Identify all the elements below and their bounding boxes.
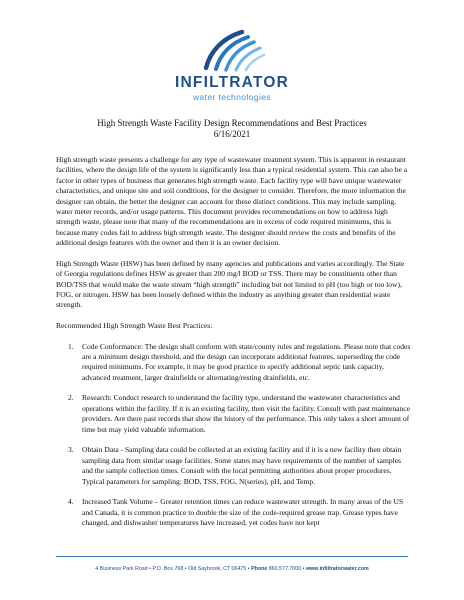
intro-paragraph: High strength waste presents a challenge for any type of wastewater treatment system. This is apparent in restaurant facilities, where the design life of the system is significantly less than a typical residential system. This can also be a factor in other types of business that generates high strength waste. Each facility type will have unique wastewater characteristics, and unique site and soil conditions, for the designer to consider. Therefore, the more information the designer can obtain, the better the designer can account for these distinct conditions. This may include sampling, water meter records, and/or usage patterns. This document provides recommendations on how to address high strength waste, please note that many of the recommendations are in excess of code required minimums, this is because many codes fail to address high strength waste. The designer should review the costs and benefits of the additional design features with the owner and then it is an owner decision.	[56, 155, 408, 248]
document-title: High Strength Waste Facility Design Recommendations and Best Practices	[97, 118, 367, 128]
document-body	[56, 155, 412, 539]
list-item	[56, 445, 412, 487]
list-item-text: Research: Conduct research to understand the facility type, understand the wastewater characteristics and operations within the facility. If it is an existing facility, then visit the facility. Consult with past maintenance providers. Are there past records that show the history of the performance. This only takes a short amount of time but may yield valuable information.	[82, 393, 411, 434]
document-date: 6/16/2021	[213, 129, 251, 139]
practices-list	[56, 342, 412, 529]
brand-tagline: water technologies	[192, 92, 272, 102]
infiltrator-logo-icon	[196, 28, 268, 72]
footer-website-link[interactable]: www.infiltratorwater.com	[305, 566, 369, 572]
list-item	[56, 342, 412, 384]
list-number: 2.	[68, 393, 74, 403]
footer-divider	[56, 556, 408, 557]
footer	[0, 566, 464, 572]
list-item	[56, 393, 412, 435]
list-item-text: Increased Tank Volume – Greater retention times can reduce wastewater strength. In many areas of the US and Canada, it is common practice to double the size of the code-required grease trap. Grease types have changed, and dishwasher temperatures have increased, yet codes have not kept	[82, 497, 404, 527]
list-item-text: Code Conformance: The design shall conform with state/county rules and regulations. Please note that codes are a minimum design threshold, and the design can incorporate additional features, superseding the code required minimums. For example, it may be good practice to specify additional septic tank capacity, advanced treatment, larger drainfields or alternating/resting drainfields, etc.	[82, 341, 411, 382]
footer-phone-label: Phone	[251, 566, 268, 572]
list-number: 3.	[68, 445, 74, 455]
definition-paragraph: High Strength Waste (HSW) has been defined by many agencies and publications and varies accordingly. The State of Georgia regulations defines HSW as greater than 200 mg/l BOD or TSS. There may be constituents other than BOD/TSS that would make the waste stream “high strength” including but not limited to pH (too high or too low), FOG, or nitrogen. HSW has been loosely defined within the industry as anything greater than residential waste strength.	[56, 258, 405, 310]
list-number: 1.	[68, 341, 74, 351]
footer-phone: 860.577.7000 •	[267, 566, 306, 572]
footer-address: 4 Business Park Road • P.O. Box 768 • Old Saybrook, CT 06475 •	[95, 566, 252, 572]
practices-heading: Recommended High Strength Waste Best Practices:	[56, 321, 213, 331]
list-item	[56, 497, 412, 528]
list-item-text: Obtain Data - Sampling data could be collected at an existing facility and if it is a new facility then obtain sampling data from similar usage facilities. Some states may have requirements of the number of samples and the sample collection times. Consult with the local permitting authorities about proper procedures. Typical parameters for sampling: BOD, TSS, FOG, N(series), pH, and Temp.	[82, 445, 402, 486]
list-number: 4.	[68, 497, 74, 507]
brand-name: INFILTRATOR	[175, 74, 289, 91]
